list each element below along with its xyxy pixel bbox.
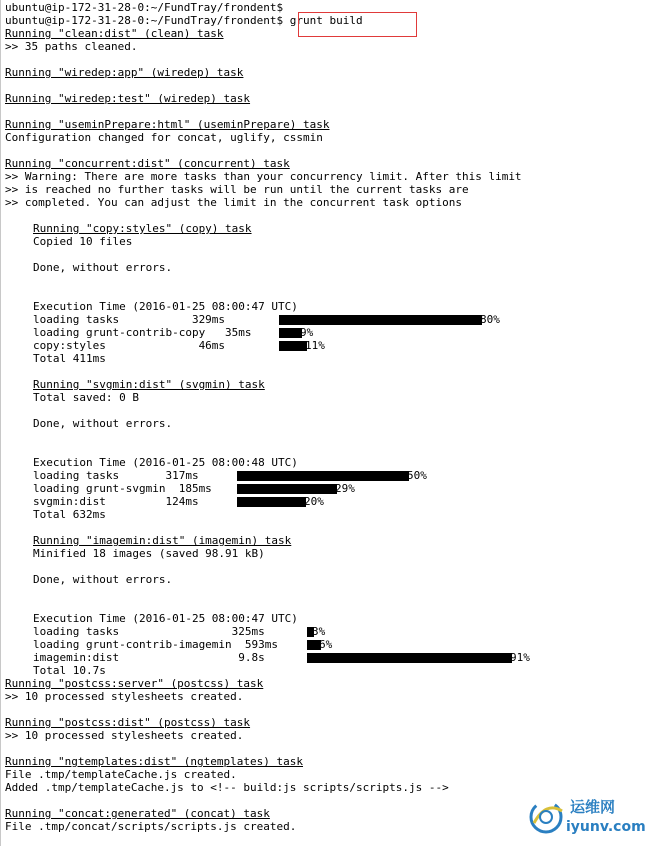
terminal-line-postcss-dist-result: >> 10 processed stylesheets created. <box>5 729 244 742</box>
terminal-line-exec-2-row-2: loading grunt-svgmin 185ms <box>33 482 212 495</box>
terminal-line-task-ngtemplates: Running "ngtemplates:dist" (ngtemplates) task <box>5 755 304 768</box>
timing-percent-copy-bar-1: 80% <box>480 313 500 326</box>
terminal-line-copy-result: Copied 10 files <box>33 235 133 248</box>
terminal-line-task-concurrent: Running "concurrent:dist" (concurrent) task <box>5 157 290 170</box>
terminal-line-exec-1-row-2: loading grunt-contrib-copy 35ms <box>33 326 252 339</box>
terminal-line-task-usemin: Running "useminPrepare:html" (useminPrepare) task <box>5 118 330 131</box>
terminal-line-done-1: Done, without errors. <box>33 261 173 274</box>
timing-bar-copy-bar-1 <box>279 315 482 325</box>
terminal-line-task-wiredep-test: Running "wiredep:test" (wiredep) task <box>5 92 251 105</box>
timing-bar-svgmin-bar-2 <box>237 484 337 494</box>
timing-percent-imagemin-bar-3: 91% <box>510 651 530 664</box>
timing-percent-imagemin-bar-2: 6% <box>319 638 333 651</box>
terminal-line-usemin-result: Configuration changed for concat, uglify, cssmin <box>5 131 323 144</box>
timing-percent-copy-bar-2: 9% <box>300 326 314 339</box>
command-highlight-box <box>298 12 417 37</box>
terminal-line-task-svgmin: Running "svgmin:dist" (svgmin) task <box>33 378 265 391</box>
timing-percent-svgmin-bar-3: 20% <box>304 495 324 508</box>
terminal-line-clean-result: >> 35 paths cleaned. <box>5 40 138 53</box>
timing-bar-copy-bar-2 <box>279 328 302 338</box>
timing-percent-copy-bar-3: 11% <box>305 339 325 352</box>
terminal-line-warn-3: >> completed. You can adjust the limit in the concurrent task options <box>5 196 462 209</box>
terminal-line-task-clean: Running "clean:dist" (clean) task <box>5 27 224 40</box>
terminal-line-exec-1-row-3: copy:styles 46ms <box>33 339 226 352</box>
terminal-line-task-postcss-server: Running "postcss:server" (postcss) task <box>5 677 264 690</box>
terminal-line-warn-1: >> Warning: There are more tasks than your concurrency limit. After this limit <box>5 170 522 183</box>
terminal-line-svgmin-result: Total saved: 0 B <box>33 391 139 404</box>
terminal-line-done-3: Done, without errors. <box>33 573 173 586</box>
terminal-line-exec-2: Execution Time (2016-01-25 08:00:48 UTC) <box>33 456 298 469</box>
terminal-line-task-wiredep-app: Running "wiredep:app" (wiredep) task <box>5 66 244 79</box>
terminal-line-task-copy: Running "copy:styles" (copy) task <box>33 222 252 235</box>
terminal-line-prompt-1: ubuntu@ip-172-31-28-0:~/FundTray/frondent$ <box>5 1 284 14</box>
terminal-line-concat-result: File .tmp/concat/scripts/scripts.js created. <box>5 820 297 833</box>
terminal-line-exec-1: Execution Time (2016-01-25 08:00:47 UTC) <box>33 300 298 313</box>
terminal-line-task-concat: Running "concat:generated" (concat) task <box>5 807 270 820</box>
terminal-line-exec-2-row-3: svgmin:dist 124ms <box>33 495 199 508</box>
terminal-line-exec-2-total: Total 632ms <box>33 508 106 521</box>
timing-percent-svgmin-bar-1: 50% <box>407 469 427 482</box>
timing-bar-imagemin-bar-3 <box>307 653 512 663</box>
terminal-line-exec-3-row-2: loading grunt-contrib-imagemin 593ms <box>33 638 279 651</box>
watermark-swirl-icon <box>526 793 570 837</box>
terminal-line-exec-3-total: Total 10.7s <box>33 664 106 677</box>
terminal-line-exec-3-row-3: imagemin:dist 9.8s <box>33 651 265 664</box>
terminal-line-task-imagemin: Running "imagemin:dist" (imagemin) task <box>33 534 292 547</box>
terminal-line-imagemin-result: Minified 18 images (saved 98.91 kB) <box>33 547 265 560</box>
watermark-logo <box>526 793 646 843</box>
terminal-line-postcss-server-result: >> 10 processed stylesheets created. <box>5 690 244 703</box>
timing-bar-copy-bar-3 <box>279 341 307 351</box>
terminal-line-exec-1-total: Total 411ms <box>33 352 106 365</box>
terminal-line-exec-2-row-1: loading tasks 317ms <box>33 469 199 482</box>
terminal-line-exec-3-row-1: loading tasks 325ms <box>33 625 265 638</box>
terminal-line-exec-3: Execution Time (2016-01-25 08:00:47 UTC) <box>33 612 298 625</box>
timing-bar-svgmin-bar-3 <box>237 497 306 507</box>
terminal-line-ngtemplates-result-2: Added .tmp/templateCache.js to <!-- build:js scripts/scripts.js --> <box>5 781 449 794</box>
terminal-line-ngtemplates-result-1: File .tmp/templateCache.js created. <box>5 768 237 781</box>
timing-percent-imagemin-bar-1: 3% <box>312 625 326 638</box>
terminal-line-warn-2: >> is reached no further tasks will be run until the current tasks are <box>5 183 469 196</box>
terminal-line-exec-1-row-1: loading tasks 329ms <box>33 313 226 326</box>
timing-percent-svgmin-bar-2: 29% <box>335 482 355 495</box>
terminal-line-done-2: Done, without errors. <box>33 417 173 430</box>
watermark-url: iyunv.com <box>566 819 646 835</box>
timing-bar-svgmin-bar-1 <box>237 471 409 481</box>
watermark-name: 运维网 <box>570 798 616 816</box>
terminal-line-prompt-2: ubuntu@ip-172-31-28-0:~/FundTray/frondent$ grunt build <box>5 14 363 27</box>
terminal-line-task-postcss-dist: Running "postcss:dist" (postcss) task <box>5 716 251 729</box>
